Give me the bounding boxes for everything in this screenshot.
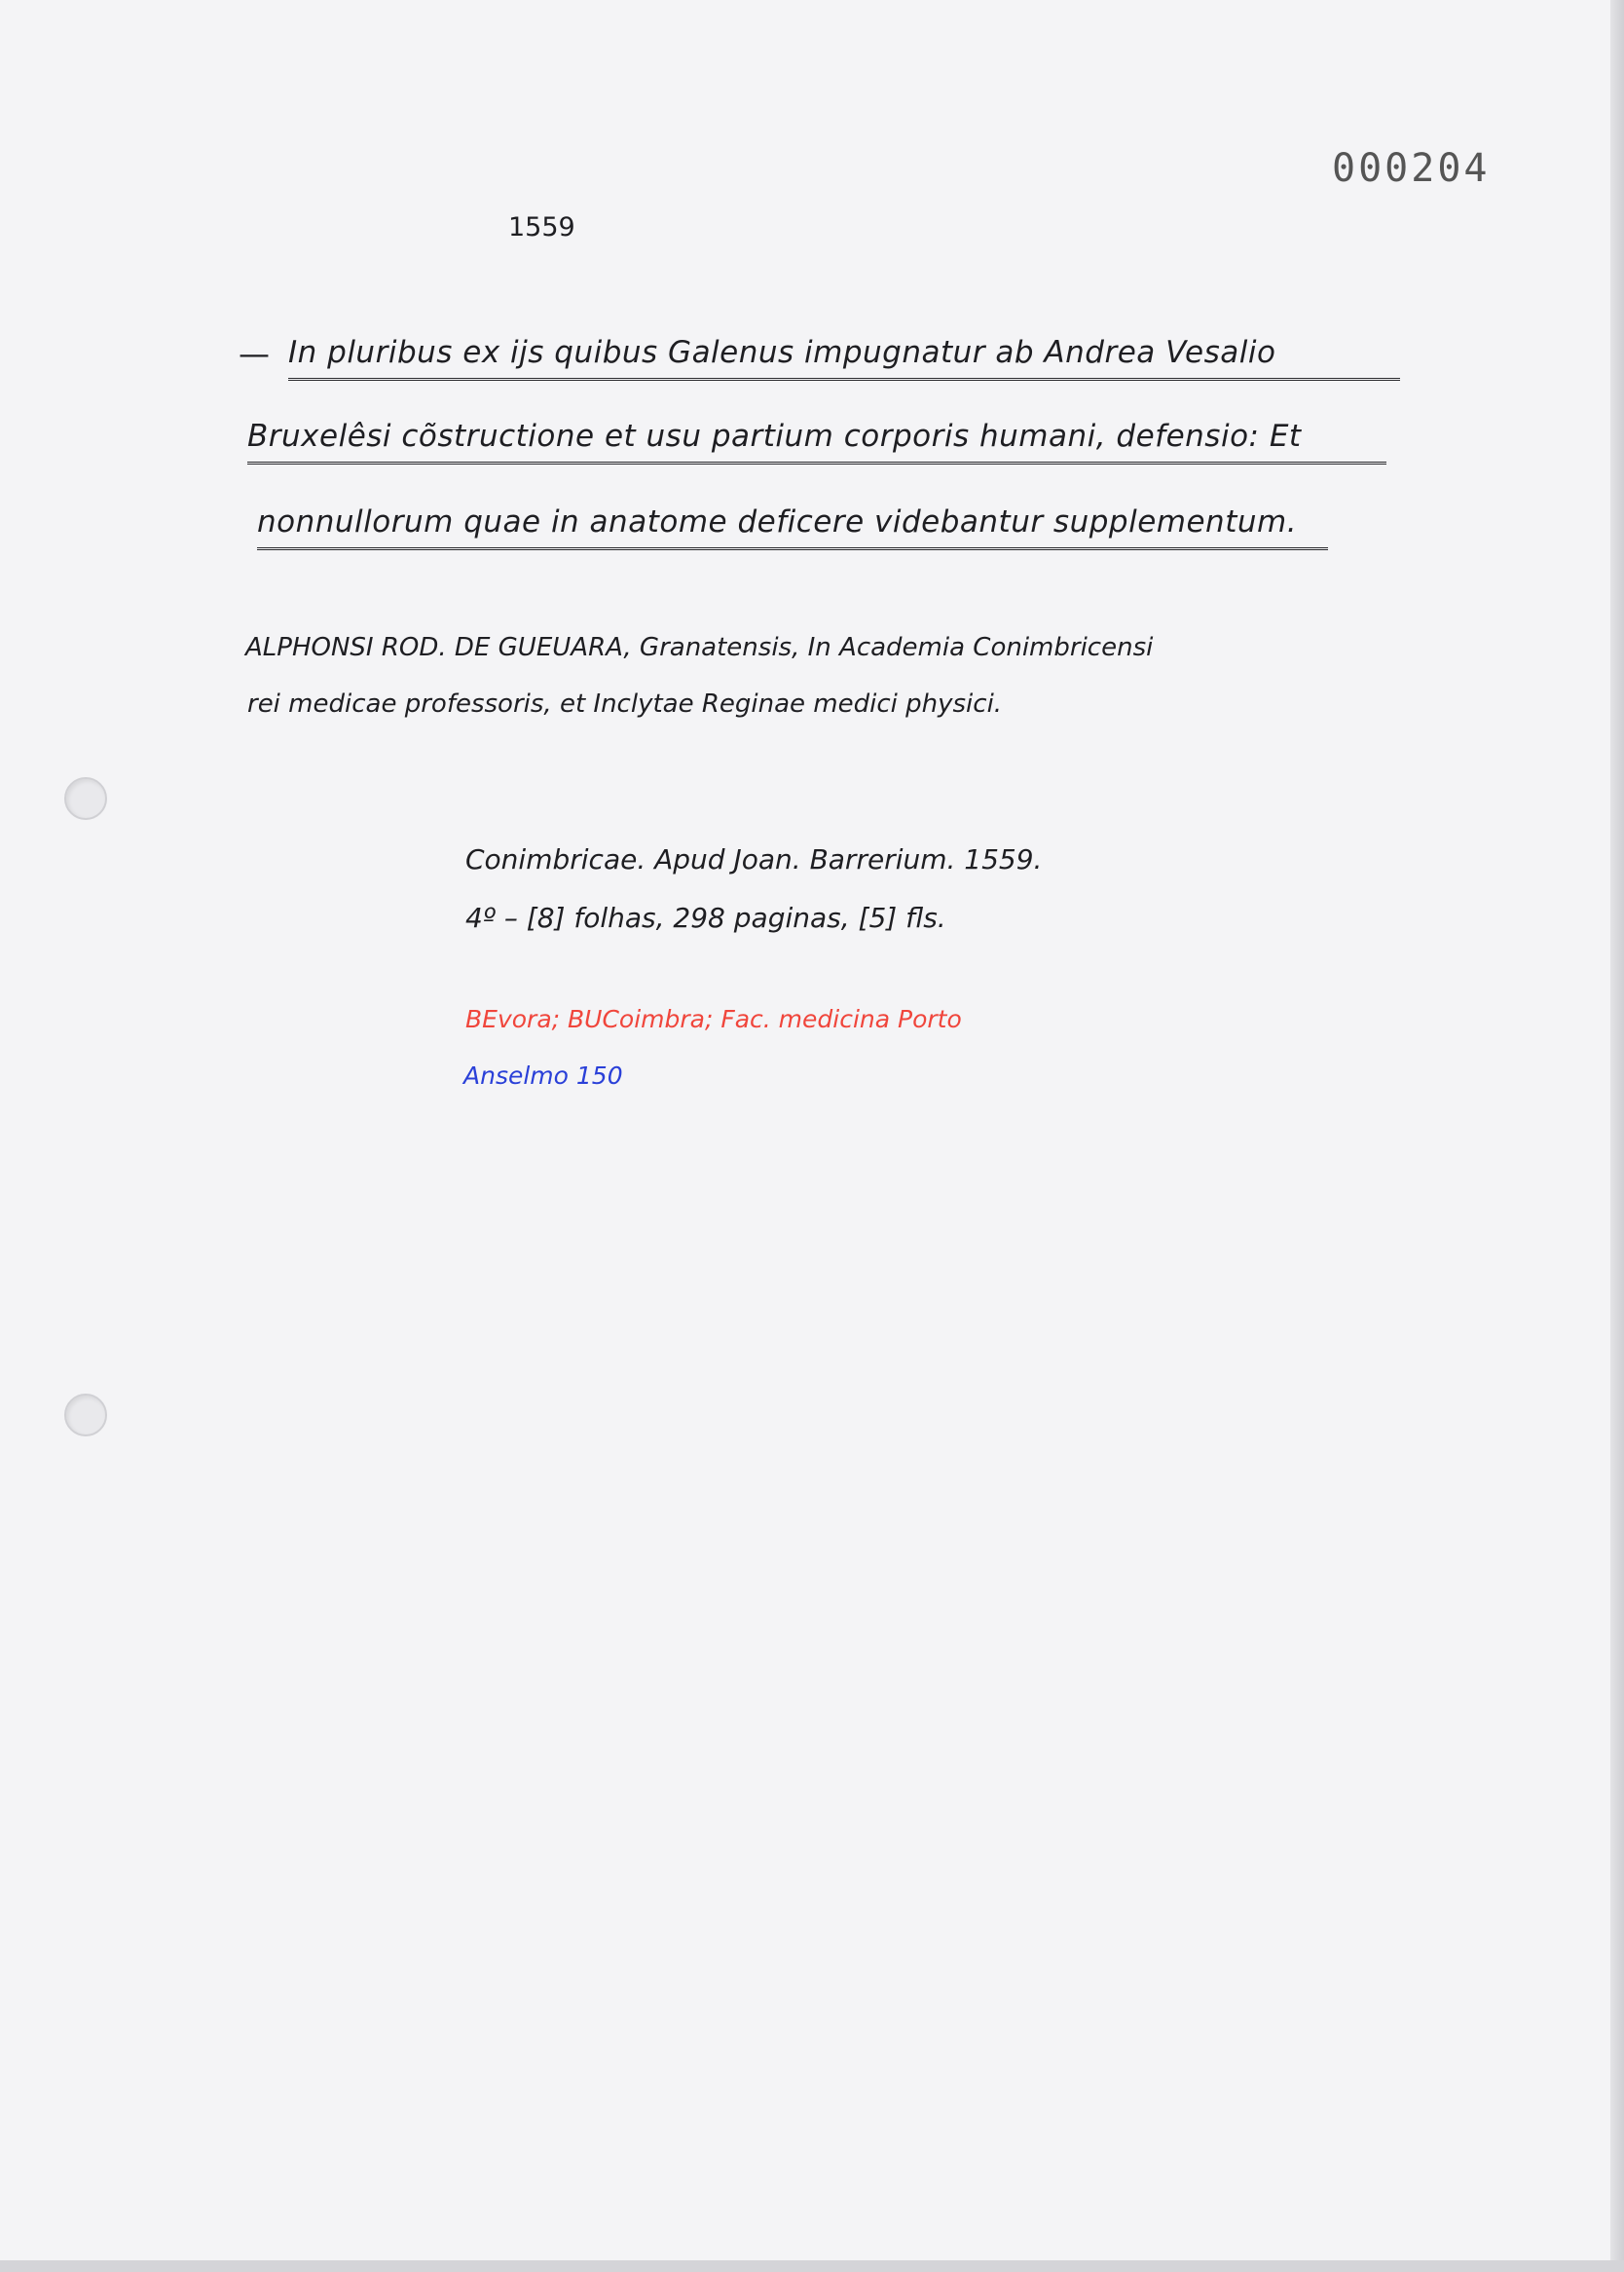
page-bottom-edge (0, 2260, 1624, 2272)
collation-line: 4º – [8] folhas, 298 paginas, [5] fls. (465, 902, 946, 934)
title-line-1: In pluribus ex ijs quibus Galenus impugnatur ab Andrea Vesalio (288, 335, 1400, 381)
author-line-1: ALPHONSI ROD. DE GUEUARA, Granatensis, In Academia Conimbricensi (245, 633, 1154, 662)
title-line-3: nonnullorum quae in anatome deficere videbantur supplementum. (257, 504, 1328, 550)
imprint-line: Conimbricae. Apud Joan. Barrerium. 1559. (465, 843, 1043, 875)
library-locations: BEvora; BUCoimbra; Fac. medicina Porto (465, 1005, 962, 1033)
page-right-edge (1610, 0, 1624, 2272)
stamp-number: 000204 (1332, 146, 1491, 191)
author-line-2: rei medicae professoris, et Inclytae Reginae medici physici. (247, 689, 1003, 719)
bibliographic-reference: Anselmo 150 (463, 1062, 623, 1090)
punch-hole-top (64, 777, 107, 820)
title-line-2: Bruxelêsi cõstructione et usu partium corporis humani, defensio: Et (247, 419, 1386, 465)
year-heading: 1559 (508, 212, 575, 242)
punch-hole-bottom (64, 1394, 107, 1436)
title-dash: — (239, 335, 270, 372)
